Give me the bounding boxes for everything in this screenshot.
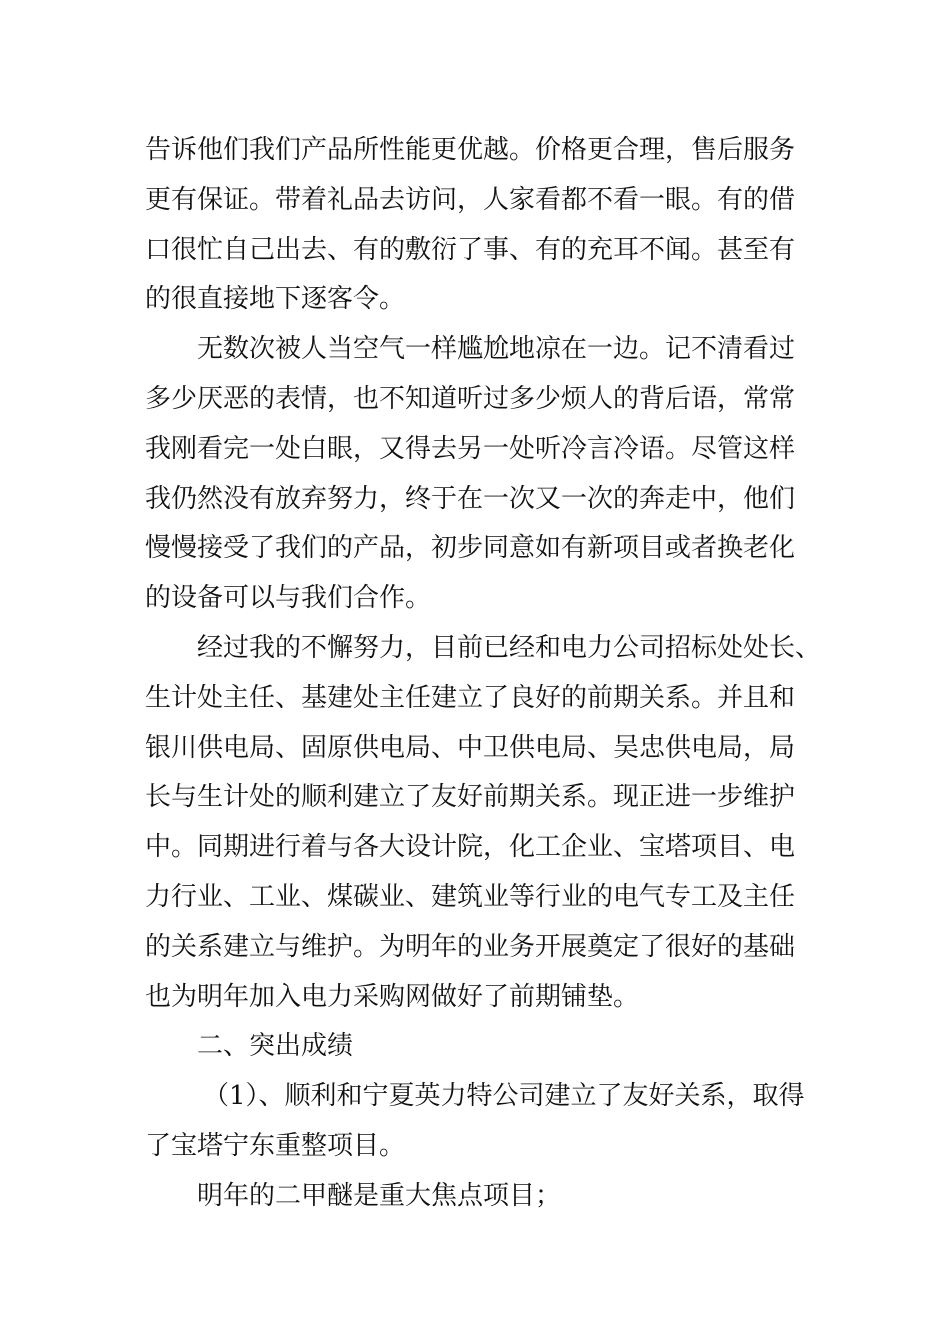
text-line: 更有保证。带着礼品去访问，人家看都不看一眼。有的借	[145, 184, 796, 215]
paragraph-first-line: 经过我的不懈努力，目前已经和电力公司招标处处长、	[197, 632, 822, 663]
list-item-first-line: （1）、顺利和宁夏英力特公司建立了友好关系，取得	[203, 1081, 805, 1112]
section-heading: 二、突出成绩	[197, 1031, 354, 1062]
text-line: 长与生计处的顺利建立了友好前期关系。现正进一步维护	[145, 782, 796, 813]
text-line: 我仍然没有放弃努力，终于在一次又一次的奔走中，他们	[145, 483, 796, 514]
text-line: 慢慢接受了我们的产品，初步同意如有新项目或者换老化	[145, 533, 796, 564]
paragraph-first-line: 无数次被人当空气一样尴尬地凉在一边。记不清看过	[197, 334, 796, 365]
text-line: 了宝塔宁东重整项目。	[145, 1130, 406, 1161]
text-line: 告诉他们我们产品所性能更优越。价格更合理，售后服务	[145, 135, 796, 165]
text-line: 的很直接地下逐客令。	[145, 284, 406, 315]
text-line: 我刚看完一处白眼，又得去另一处听冷言冷语。尽管这样	[145, 433, 796, 464]
text-line: 生计处主任、基建处主任建立了良好的前期关系。并且和	[145, 682, 796, 713]
text-line: 银川供电局、固原供电局、中卫供电局、吴忠供电局，局	[145, 732, 796, 763]
text-line: 多少厌恶的表情，也不知道听过多少烦人的背后语，常常	[145, 383, 796, 414]
paragraph-first-line: 明年的二甲醚是重大焦点项目；	[197, 1180, 562, 1211]
text-line: 的设备可以与我们合作。	[145, 583, 432, 614]
text-line: 口很忙自己出去、有的敷衍了事、有的充耳不闻。甚至有	[145, 234, 796, 265]
document-body	[145, 126, 825, 1222]
text-line: 的关系建立与维护。为明年的业务开展奠定了很好的基础	[145, 931, 796, 962]
text-line: 也为明年加入电力采购网做好了前期铺垫。	[145, 981, 640, 1012]
text-line: 中。同期进行着与各大设计院，化工企业、宝塔项目、电	[145, 832, 796, 863]
text-line: 力行业、工业、煤碳业、建筑业等行业的电气专工及主任	[145, 881, 796, 912]
